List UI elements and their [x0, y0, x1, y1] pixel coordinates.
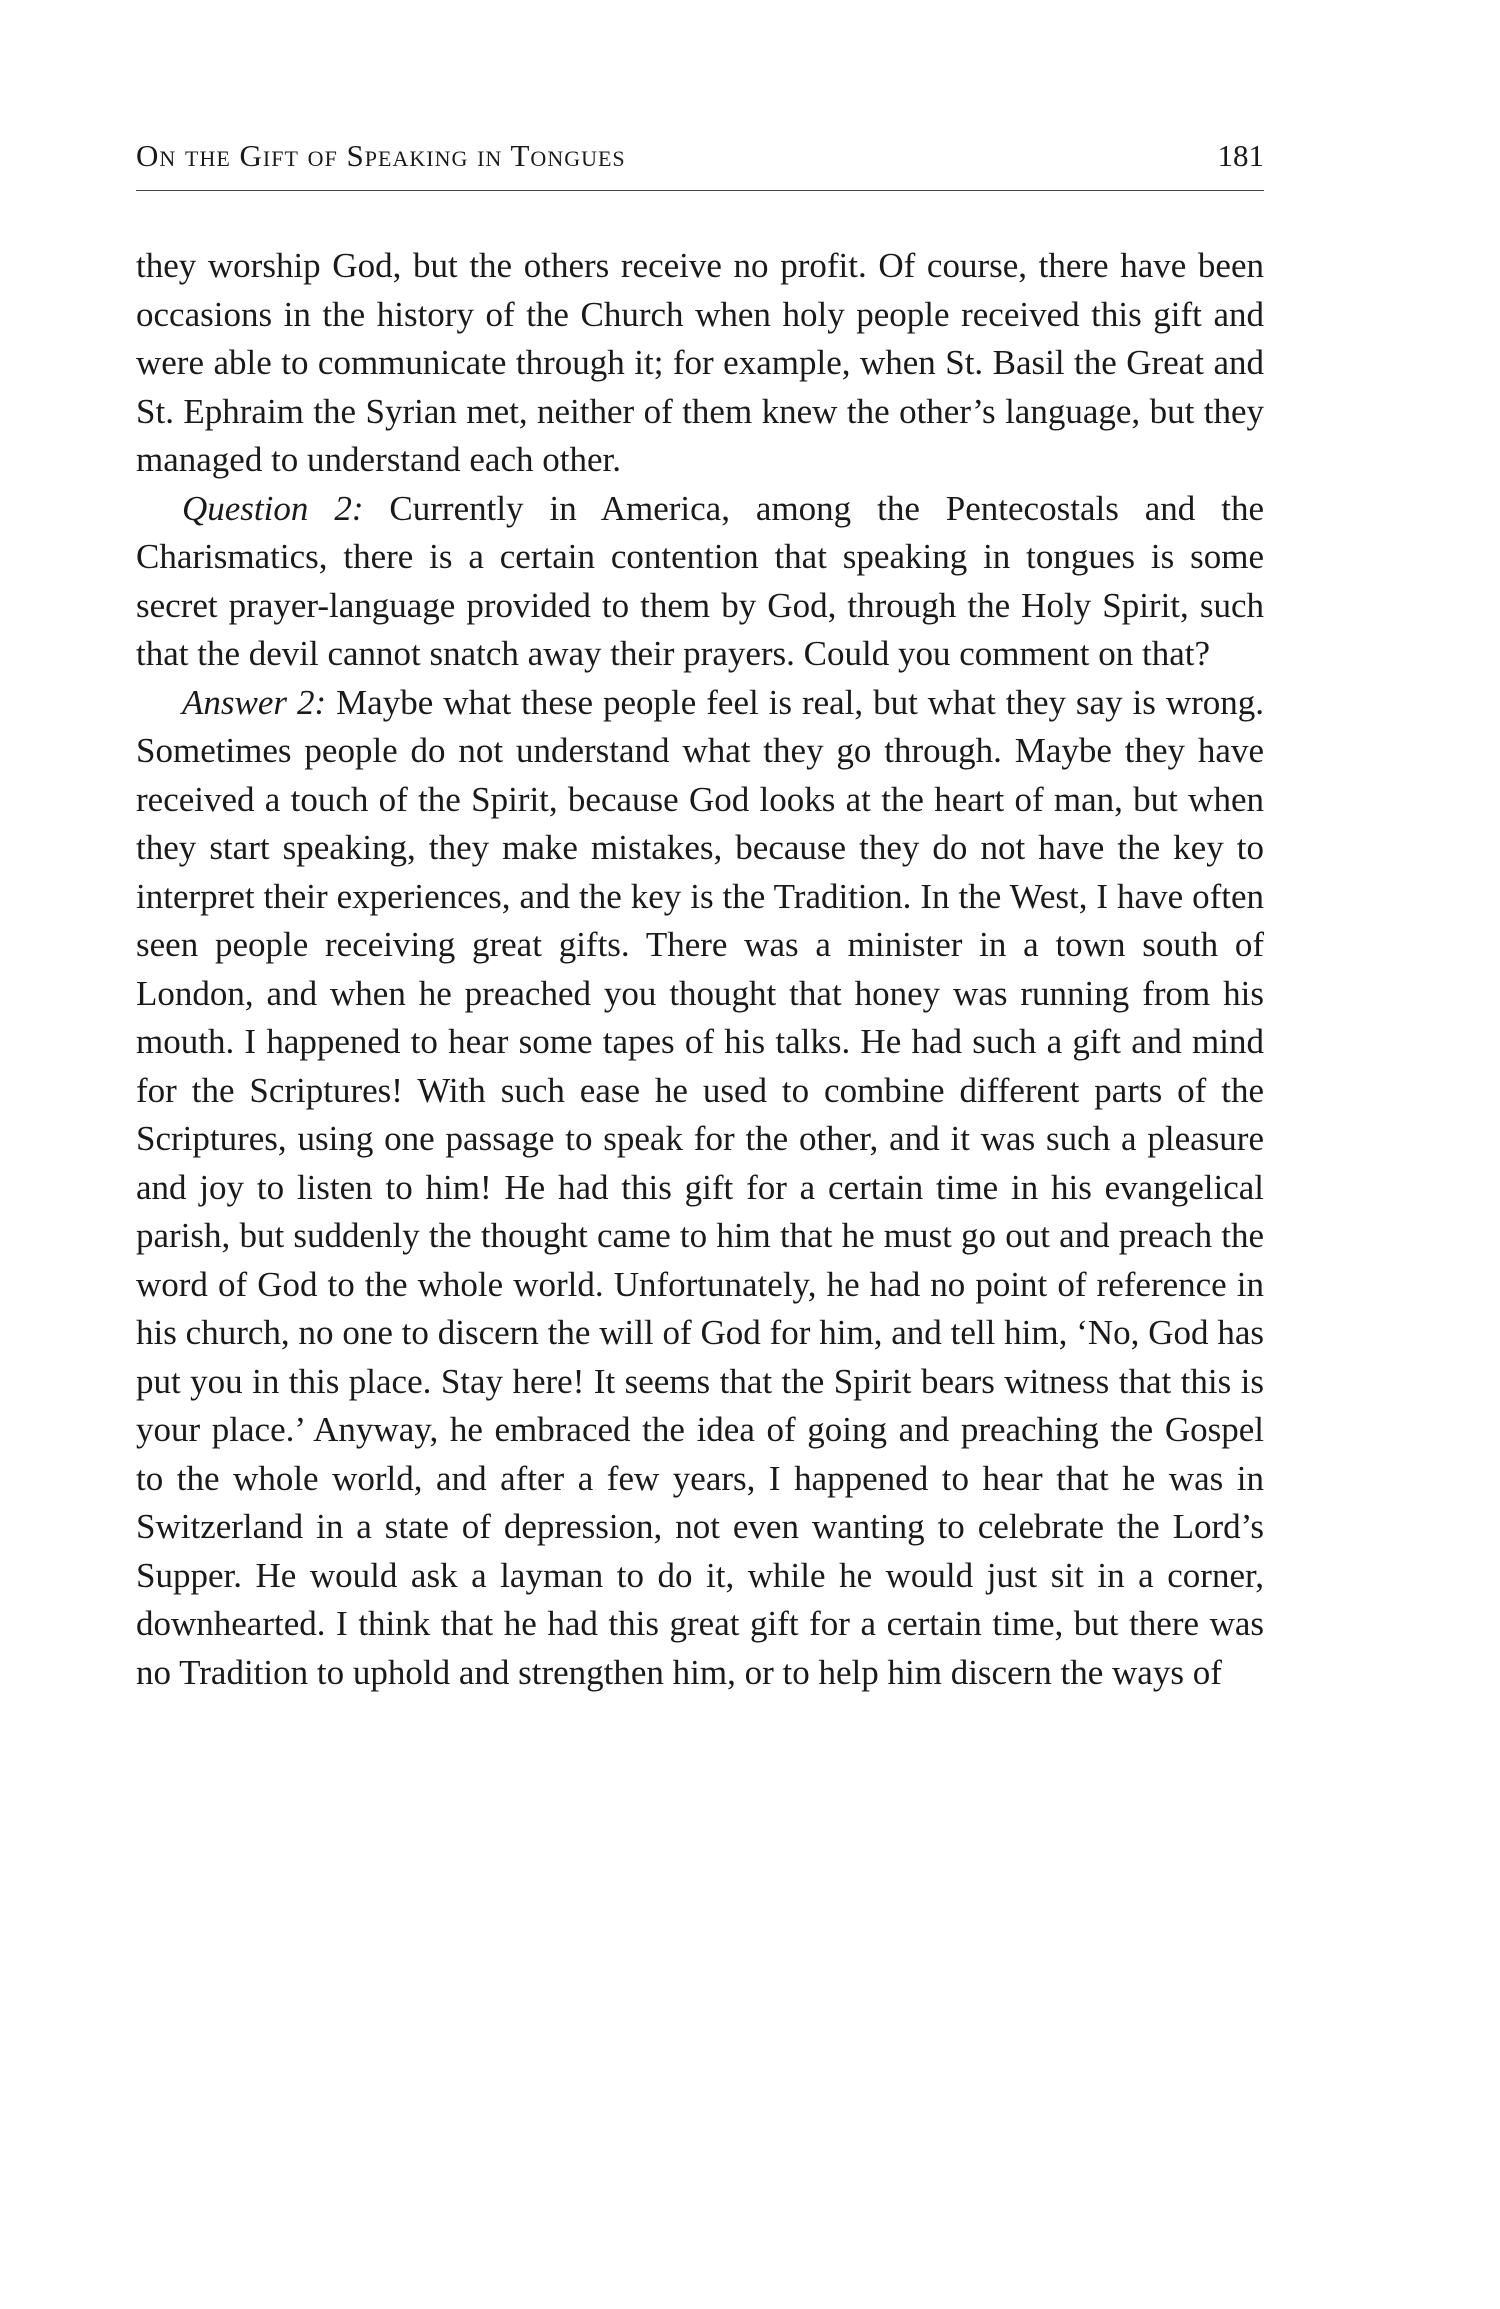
paragraph-continuation	[136, 242, 1264, 485]
paragraph-answer	[136, 679, 1264, 1698]
running-title: On the Gift of Speaking in Tongues	[136, 138, 626, 173]
paragraph-text: Currently in America, among the Pentecostals and the Charismatics, there is a certain contention that speaking in tongues is some secret prayer-language provided to them by God, through the Holy Spirit, such that the devil cannot snatch away their prayers. Could you comment on that?	[136, 488, 1264, 673]
paragraph-question	[136, 485, 1264, 679]
paragraph-text: Maybe what these people feel is real, but what they say is wrong. Sometimes people do not understand what they go through. Maybe they have received a touch of the Spirit, because God looks at the heart of man, but when they start speaking, they make mistakes, because they do not have the key to interpret their experiences, and the key is the Tradition. In the West, I have often seen people receiving great gifts. There was a minister in a town south of London, and when he preached you thought that honey was running from his mouth. I happened to hear some tapes of his talks. He had such a gift and mind for the Scriptures! With such ease he used to combine different parts of the Scriptures, using one passage to speak for the other, and it was such a pleasure and joy to listen to him! He had this gift for a certain time in his evangelical parish, but suddenly the thought came to him that he must go out and preach the word of God to the whole world. Unfortunately, he had no point of reference in his church, no one to discern the will of God for him, and tell him, ‘No, God has put you in this place. Stay here! It seems that the Spirit bears witness that this is your place.’ Anyway, he embraced the idea of going and preaching the Gospel to the whole world, and after a few years, I happened to hear that he was in Switzerland in a state of depression, not even wanting to celebrate the Lord’s Supper. He would ask a layman to do it, while he would just sit in a corner, downhearted. I think that he had this great gift for a certain time, but there was no Tradition to uphold and strengthen him, or to help him discern the ways of	[136, 682, 1265, 1692]
header-rule	[136, 190, 1264, 191]
running-header	[136, 128, 1264, 174]
page-number: 181	[1217, 138, 1264, 173]
question-label: Question 2:	[182, 488, 364, 528]
body-text	[136, 242, 1264, 1697]
answer-label: Answer 2:	[182, 682, 327, 722]
paragraph-text: they worship God, but the others receive no profit. Of course, there have been occasions in the history of the Church when holy people received this gift and were able to communicate through it; for example, when St. Basil the Great and St. Ephraim the Syrian met, neither of them knew the other’s language, but they managed to understand each other.	[136, 246, 1264, 479]
